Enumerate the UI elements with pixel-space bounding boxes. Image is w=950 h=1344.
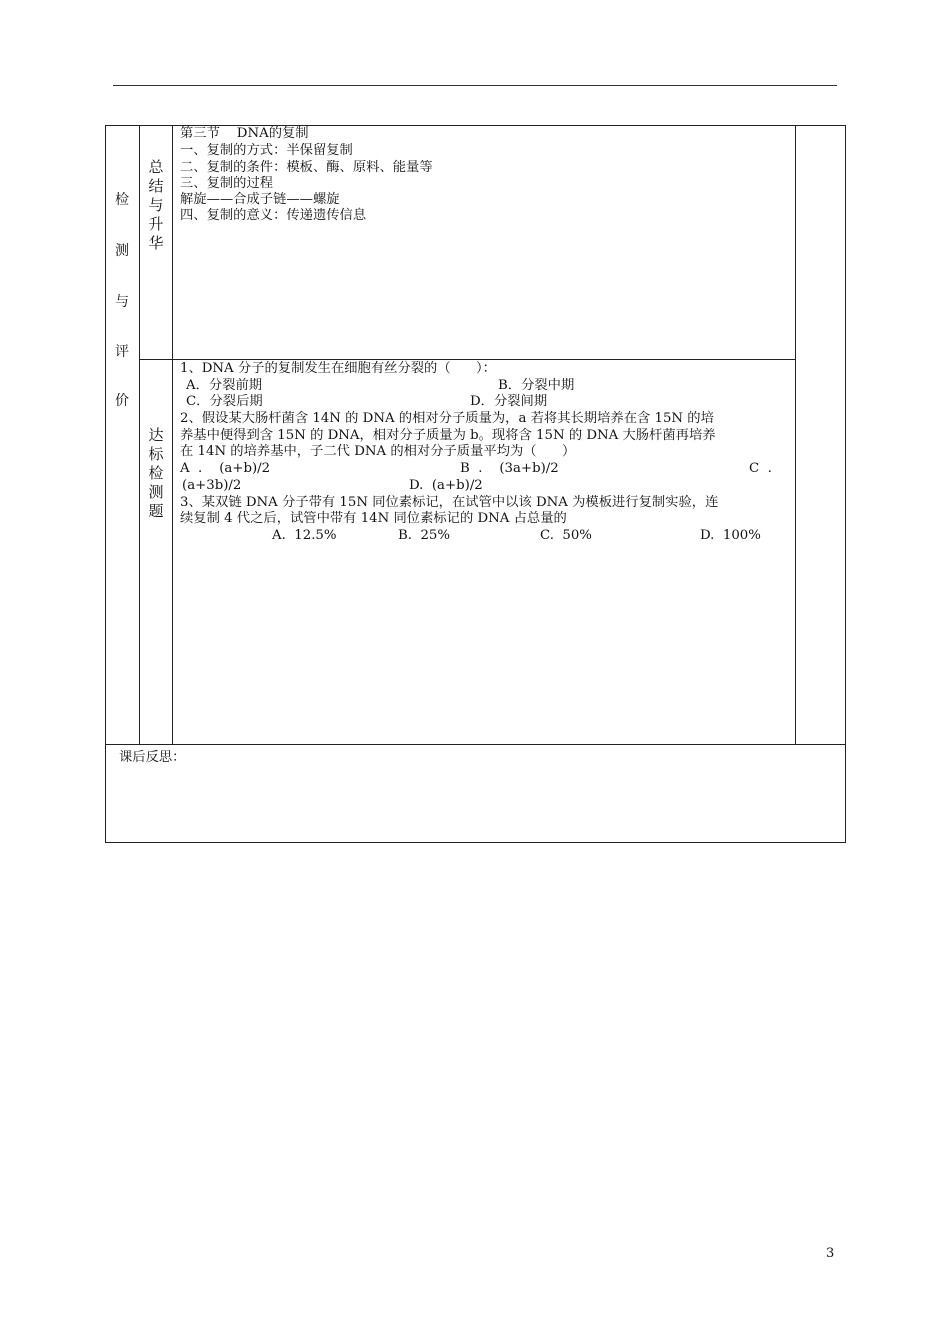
- test-label-char: 测: [148, 483, 164, 501]
- test-label-char: 题: [148, 502, 164, 520]
- summary-label-char: 结: [148, 177, 164, 195]
- question-2-option-c: (a+3b)/2: [182, 478, 242, 493]
- side-label-char: 价: [115, 393, 129, 409]
- question-3-line: 续复制 4 代之后，试管中带有 14N 同位素标记的 DNA 占总量的: [180, 511, 567, 526]
- question-3-line: 3、某双链 DNA 分子带有 15N 同位素标记，在试管中以该 DNA 为模板进行复制实验，连: [180, 495, 719, 510]
- side-label-char: 测: [115, 243, 129, 259]
- summary-label-char: 华: [148, 234, 164, 252]
- summary-label-char: 与: [148, 196, 164, 214]
- summary-line: 二、复制的条件：模板、酶、原料、能量等: [180, 160, 433, 175]
- question-2-line: 2、假设某大肠杆菌含 14N 的 DNA 的相对分子质量为，a 若将其长期培养在含 15N 的培: [180, 411, 714, 426]
- summary-label-char: 总: [148, 158, 164, 176]
- page-number: 3: [826, 1246, 835, 1261]
- summary-line: 四、复制的意义：传递遗传信息: [180, 208, 367, 223]
- summary-line: 一、复制的方式：半保留复制: [180, 143, 353, 158]
- question-2-option-b: B . (3a+b)/2: [460, 461, 559, 476]
- test-label-char: 达: [148, 426, 164, 444]
- summary-line: 三、复制的过程: [180, 176, 274, 191]
- question-3-option-d: D. 100%: [700, 528, 761, 543]
- question-1-option-c: C．分裂后期: [186, 394, 263, 409]
- side-label-char: 检: [115, 192, 129, 208]
- column-divider-3: [795, 125, 796, 744]
- summary-label-char: 升: [148, 215, 164, 233]
- summary-line: 解旋——合成子链——螺旋: [180, 192, 340, 207]
- question-1-option-a: A．分裂前期: [186, 378, 263, 393]
- header-rule: [113, 85, 837, 86]
- side-label-char: 与: [115, 294, 129, 310]
- question-3-option-b: B. 25%: [398, 528, 451, 543]
- question-3-option-c: C. 50%: [540, 528, 592, 543]
- reflection-label: 课后反思：: [119, 750, 186, 765]
- question-2-line: 在 14N 的培养基中，子二代 DNA 的相对分子质量平均为（ ）: [180, 444, 576, 459]
- row-divider-2: [105, 744, 846, 745]
- question-1-stem: 1、DNA 分子的复制发生在细胞有丝分裂的（ ）：: [180, 361, 496, 376]
- question-2-line: 养基中便得到含 15N 的 DNA，相对分子质量为 b。现将含 15N 的 DNA 大肠杆菌再培养: [180, 428, 716, 443]
- question-3-option-a: A. 12.5%: [272, 528, 337, 543]
- question-2-option-a: A . (a+b)/2: [180, 461, 271, 476]
- side-label-char: 评: [115, 344, 129, 360]
- row-divider-1: [139, 359, 796, 360]
- question-2-option-c-prefix: C .: [749, 461, 772, 476]
- column-divider-2: [172, 125, 173, 744]
- test-label-char: 检: [148, 464, 164, 482]
- summary-title: 第三节 DNA的复制: [180, 126, 309, 141]
- test-label-char: 标: [148, 445, 164, 463]
- question-2-option-d: D. (a+b)/2: [409, 478, 483, 493]
- question-1-option-d: D．分裂间期: [470, 394, 548, 409]
- question-1-option-b: B．分裂中期: [498, 378, 575, 393]
